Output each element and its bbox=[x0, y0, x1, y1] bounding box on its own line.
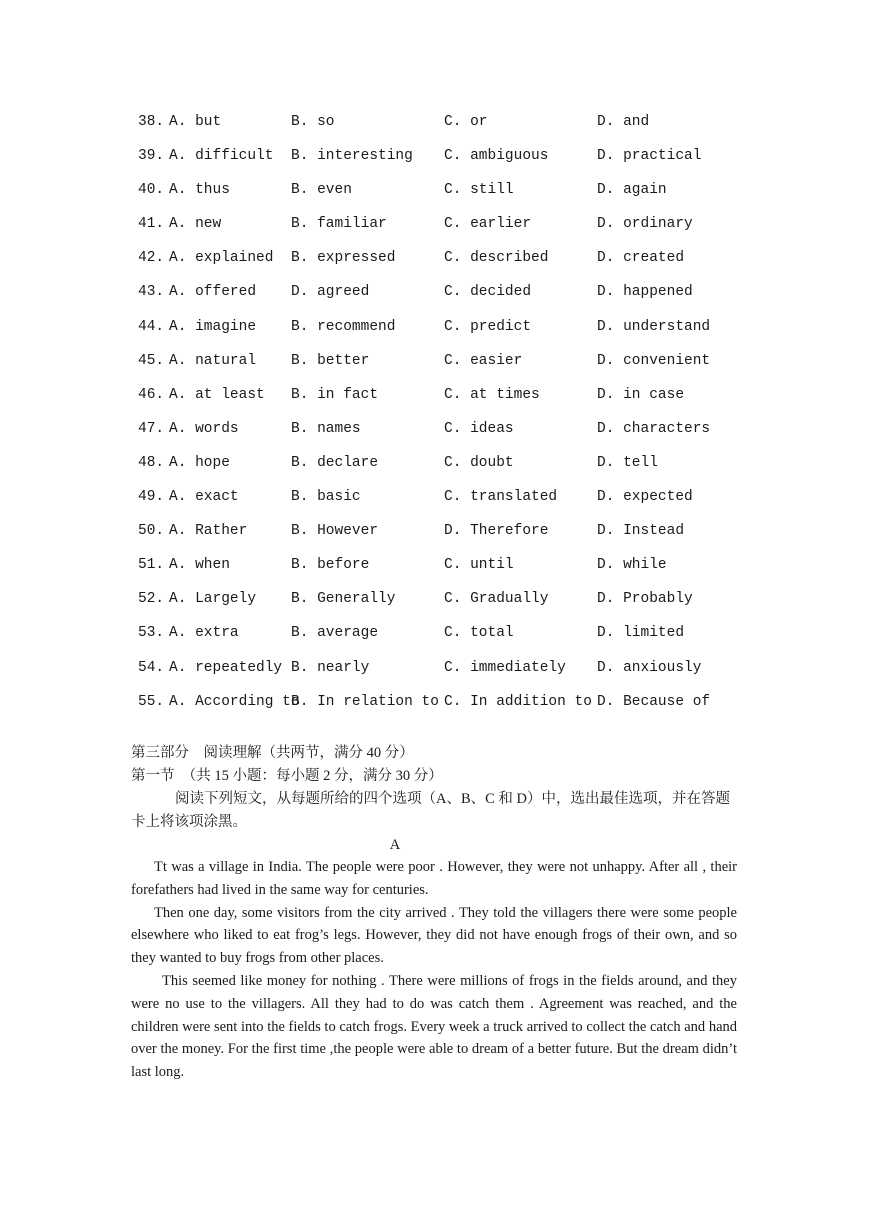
option-b: D. agreed bbox=[291, 284, 370, 301]
option-d: D. created bbox=[597, 250, 685, 267]
question-number: 48. bbox=[138, 454, 165, 471]
question-number: 42. bbox=[138, 250, 165, 267]
option-a: A. explained bbox=[169, 250, 274, 267]
option-c: C. Gradually bbox=[444, 591, 549, 608]
passage-paragraph: Tt was a village in India. The people were poor . However, they were not unhappy. After all , their forefathers had lived in the same way for centuries. bbox=[131, 859, 737, 898]
option-c: C. ideas bbox=[444, 420, 514, 437]
option-b: B. Generally bbox=[291, 591, 396, 608]
question-number: 53. bbox=[138, 625, 165, 642]
option-c: C. predict bbox=[444, 318, 532, 335]
option-b: B. expressed bbox=[291, 250, 396, 267]
question-row bbox=[138, 113, 778, 147]
option-c: C. at times bbox=[444, 386, 540, 403]
option-b: B. recommend bbox=[291, 318, 396, 335]
option-c: C. doubt bbox=[444, 454, 514, 471]
question-row bbox=[138, 659, 778, 693]
option-c: C. translated bbox=[444, 489, 558, 506]
option-a: A. imagine bbox=[169, 318, 257, 335]
question-number: 46. bbox=[138, 386, 165, 403]
option-a: A. but bbox=[169, 114, 222, 130]
option-d: D. understand bbox=[597, 318, 711, 335]
option-d: D. Instead bbox=[597, 523, 685, 540]
option-b: B. better bbox=[291, 352, 370, 369]
question-number: 39. bbox=[138, 148, 165, 165]
question-row bbox=[138, 522, 778, 556]
option-a: A. when bbox=[169, 557, 230, 574]
passage-paragraph: This seemed like money for nothing . There were millions of frogs in the fields around, and they were no use to the villagers. All they had to do was catch them . Agreement was reached, and the children were sent into the fields to catch frogs. Every week a truck arrived to collect the catch and hand over the money. For the first time ,the people were able to dream of a better future. But the dream didn’t last long. bbox=[131, 972, 737, 1081]
option-b: B. average bbox=[291, 625, 379, 642]
option-b: B. names bbox=[291, 420, 361, 437]
option-b: B. In relation to bbox=[291, 693, 439, 710]
option-d: D. characters bbox=[597, 420, 711, 437]
option-d: D. ordinary bbox=[597, 216, 693, 233]
question-row bbox=[138, 386, 778, 420]
option-d: D. limited bbox=[597, 625, 685, 642]
option-b: B. nearly bbox=[291, 659, 370, 676]
section-instruction: 阅读下列短文，从每题所给的四个选项（A、B、C 和 D）中，选出最佳选项，并在答题卡上将该项涂黑。 bbox=[131, 791, 731, 830]
question-number: 49. bbox=[138, 489, 165, 506]
option-c: C. total bbox=[444, 625, 514, 642]
option-b: B. even bbox=[291, 182, 352, 199]
option-c: C. decided bbox=[444, 284, 532, 301]
passage-paragraph: Then one day, some visitors from the city arrived . They told the villagers there were some people elsewhere who liked to eat frog’s legs. However, they did not have enough frogs of their own, and so they wanted to buy frogs from other places. bbox=[131, 904, 737, 967]
question-number: 47. bbox=[138, 420, 165, 437]
question-row bbox=[138, 181, 778, 215]
option-d: D. and bbox=[597, 114, 650, 130]
question-number: 55. bbox=[138, 693, 165, 710]
option-b: B. declare bbox=[291, 454, 379, 471]
option-b: B. familiar bbox=[291, 216, 387, 233]
passage-label: A bbox=[389, 837, 401, 853]
question-number: 54. bbox=[138, 659, 165, 676]
option-c: C. still bbox=[444, 182, 514, 199]
section-subtitle: 第一节 （共 15 小题：每小题 2 分，满分 30 分） bbox=[131, 768, 443, 784]
option-b: B. basic bbox=[291, 489, 361, 506]
option-a: A. difficult bbox=[169, 148, 274, 165]
option-a: A. at least bbox=[169, 386, 265, 403]
option-a: A. new bbox=[169, 216, 222, 233]
option-d: D. anxiously bbox=[597, 659, 702, 676]
question-number: 44. bbox=[138, 318, 165, 335]
option-d: D. expected bbox=[597, 489, 693, 506]
question-number: 40. bbox=[138, 182, 165, 199]
question-row bbox=[138, 147, 778, 181]
option-c: C. ambiguous bbox=[444, 148, 549, 165]
cloze-options-list bbox=[138, 113, 778, 727]
question-row bbox=[138, 488, 778, 522]
question-row bbox=[138, 283, 778, 317]
question-number: 52. bbox=[138, 591, 165, 608]
option-c: C. In addition to bbox=[444, 693, 592, 710]
question-row bbox=[138, 249, 778, 283]
option-d: D. tell bbox=[597, 454, 658, 471]
option-c: C. until bbox=[444, 557, 514, 574]
option-c: C. earlier bbox=[444, 216, 532, 233]
question-number: 50. bbox=[138, 523, 165, 540]
option-b: B. in fact bbox=[291, 386, 379, 403]
question-number: 51. bbox=[138, 557, 165, 574]
question-row bbox=[138, 318, 778, 352]
option-c: D. Therefore bbox=[444, 523, 549, 540]
option-d: D. again bbox=[597, 182, 667, 199]
question-number: 41. bbox=[138, 216, 165, 233]
option-a: A. extra bbox=[169, 625, 239, 642]
option-a: A. Rather bbox=[169, 523, 248, 540]
question-number: 45. bbox=[138, 352, 165, 369]
option-a: A. Largely bbox=[169, 591, 257, 608]
option-c: C. immediately bbox=[444, 659, 566, 676]
question-row bbox=[138, 556, 778, 590]
option-d: D. Probably bbox=[597, 591, 693, 608]
option-b: B. before bbox=[291, 557, 370, 574]
question-row bbox=[138, 215, 778, 249]
option-c: C. or bbox=[444, 114, 488, 130]
question-number: 43. bbox=[138, 284, 165, 301]
section-title: 第三部分 阅读理解（共两节，满分 40 分） bbox=[131, 745, 414, 761]
question-number: 38. bbox=[138, 114, 165, 130]
option-d: D. in case bbox=[597, 386, 685, 403]
option-b: B. However bbox=[291, 523, 379, 540]
option-d: D. while bbox=[597, 557, 667, 574]
option-a: A. exact bbox=[169, 489, 239, 506]
question-row bbox=[138, 454, 778, 488]
option-b: B. interesting bbox=[291, 148, 413, 165]
option-c: C. described bbox=[444, 250, 549, 267]
option-d: D. convenient bbox=[597, 352, 711, 369]
question-row bbox=[138, 693, 778, 727]
option-b: B. so bbox=[291, 114, 335, 130]
option-d: D. practical bbox=[597, 148, 702, 165]
option-a: A. According to bbox=[169, 693, 300, 710]
option-a: A. repeatedly bbox=[169, 659, 283, 676]
option-a: A. thus bbox=[169, 182, 230, 199]
option-a: A. words bbox=[169, 420, 239, 437]
option-a: A. offered bbox=[169, 284, 257, 301]
reading-passage bbox=[131, 856, 737, 1084]
option-d: D. Because of bbox=[597, 693, 711, 710]
question-row bbox=[138, 420, 778, 454]
question-row bbox=[138, 590, 778, 624]
question-row bbox=[138, 352, 778, 386]
option-c: C. easier bbox=[444, 352, 523, 369]
option-a: A. hope bbox=[169, 454, 230, 471]
option-d: D. happened bbox=[597, 284, 693, 301]
option-a: A. natural bbox=[169, 352, 257, 369]
question-row bbox=[138, 624, 778, 658]
